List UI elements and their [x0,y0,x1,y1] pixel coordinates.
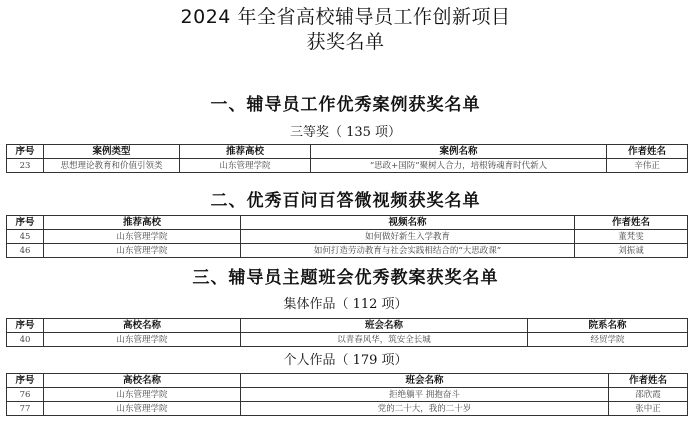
column-header: 作者姓名 [575,216,688,230]
document-title: 2024 年全省高校辅导员工作创新项目 [180,6,511,28]
table-cell: 山东管理学院 [44,402,241,416]
section-heading-videos: 二、优秀百问百答微视频获奖名单 [210,191,481,211]
table-cell: 拒绝躺平 拥抱奋斗 [241,388,609,402]
videos-table [6,215,688,258]
table-row [7,244,688,258]
column-header: 班会名称 [241,319,528,333]
table-row [7,402,688,416]
table-cell: “思政+国防”聚树人合力，培根铸魂育时代新人 [311,159,607,173]
collective-works-table [6,318,688,347]
table-cell: 山东管理学院 [44,244,241,258]
column-header: 推荐高校 [44,216,241,230]
column-header: 序号 [7,216,44,230]
individual-works-heading: 个人作品（ 179 项） [283,353,408,368]
column-header: 案例名称 [311,145,607,159]
table-cell: 76 [7,388,44,402]
table-cell: 辛伟正 [607,159,688,173]
table-cell: 山东管理学院 [44,230,241,244]
table-cell: 董梵雯 [575,230,688,244]
table-header-row [7,319,688,333]
column-header: 序号 [7,319,44,333]
table-cell: 46 [7,244,44,258]
table-cell: 45 [7,230,44,244]
table-header-row [7,145,688,159]
table-cell: 党的二十大，我的二十岁 [241,402,609,416]
column-header: 高校名称 [44,374,241,388]
column-header: 序号 [7,145,44,159]
column-header: 班会名称 [241,374,609,388]
column-header: 作者姓名 [609,374,688,388]
award-level-heading: 三等奖（ 135 项） [289,125,402,140]
table-cell: 77 [7,402,44,416]
column-header: 院系名称 [528,319,688,333]
column-header: 视频名称 [241,216,575,230]
column-header: 序号 [7,374,44,388]
table-cell: 思想理论教育和价值引领类 [44,159,180,173]
table-cell: 40 [7,333,44,347]
table-cell: 山东管理学院 [44,333,241,347]
table-row [7,333,688,347]
section-heading-lesson-plans: 三、辅导员主题班会优秀教案获奖名单 [192,268,499,288]
individual-works-table [6,373,688,416]
column-header: 高校名称 [44,319,241,333]
section-heading-cases: 一、辅导员工作优秀案例获奖名单 [210,95,481,115]
table-cell: 以青春风华，筑安全长城 [241,333,528,347]
table-row [7,159,688,173]
column-header: 推荐高校 [180,145,311,159]
document-subtitle: 获奖名单 [306,31,385,53]
column-header: 作者姓名 [607,145,688,159]
table-cell: 山东管理学院 [44,388,241,402]
table-cell: 如何做好新生入学教育 [241,230,575,244]
table-header-row [7,374,688,388]
table-row [7,230,688,244]
collective-works-heading: 集体作品（ 112 项） [283,297,408,312]
table-cell: 刘振诚 [575,244,688,258]
column-header: 案例类型 [44,145,180,159]
table-row [7,388,688,402]
table-header-row [7,216,688,230]
cases-table [6,144,688,173]
table-cell: 经贸学院 [528,333,688,347]
table-cell: 张中正 [609,402,688,416]
table-cell: 如何打造劳动教育与社会实践相结合的“大思政课” [241,244,575,258]
table-cell: 23 [7,159,44,173]
table-cell: 邵欣霞 [609,388,688,402]
table-cell: 山东管理学院 [180,159,311,173]
